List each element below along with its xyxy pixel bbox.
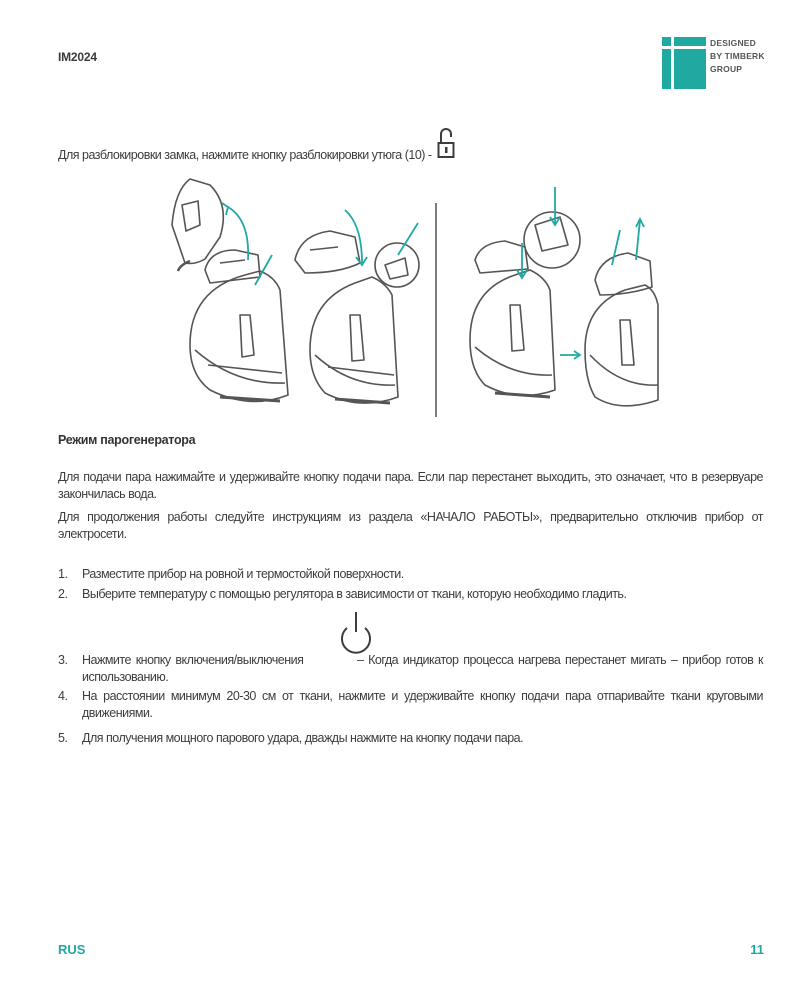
- step-number: 5.: [58, 731, 68, 745]
- logo-line: DESIGNED: [710, 38, 756, 48]
- logo-line: BY TIMBERK: [710, 51, 765, 61]
- steam-station-base-4: [585, 253, 658, 406]
- step-number: 4.: [58, 689, 68, 703]
- logo-line: GROUP: [710, 64, 743, 74]
- zoom-circle-2: [375, 243, 419, 287]
- steam-station-base-1: [190, 271, 288, 401]
- iron-on-base-1: [205, 250, 260, 283]
- step-number: 2.: [58, 587, 68, 601]
- step-text: Для получения мощного парового удара, дважды нажмите на кнопку подачи пара.: [82, 731, 524, 745]
- logo-mark-icon: [662, 37, 706, 89]
- power-icon: [338, 606, 374, 658]
- step-number: 3.: [58, 653, 68, 667]
- steam-station-base-3: [470, 241, 555, 397]
- motion-arrows: [222, 187, 644, 359]
- paragraph-1: Для подачи пара нажимайте и удерживайте кнопку подачи пара. Если пар перестанет выходить, это означает, что в резервуаре закончилась вода.: [58, 470, 763, 501]
- step-number: 1.: [58, 567, 68, 581]
- step-text: [82, 652, 763, 686]
- brand-logo: [662, 37, 772, 89]
- unlock-instruction: [58, 126, 455, 164]
- unlock-text: Для разблокировки замка, нажмите кнопку разблокировки утюга (10) -: [58, 148, 432, 162]
- steam-station-base-2: [310, 277, 398, 403]
- paragraph-2: Для продолжения работы следуйте инструкциям из раздела «НАЧАЛО РАБОТЫ», предварительно отключив прибор от электросети.: [58, 510, 763, 541]
- step-text: Выберите температуру с помощью регулятора в зависимости от ткани, которую необходимо гладить.: [82, 587, 627, 601]
- unlock-illustration: [150, 165, 660, 425]
- section-title: Режим парогенератора: [58, 433, 196, 447]
- step-text: На расстоянии минимум 20-30 см от ткани, нажмите и удерживайте кнопку подачи пара отпаривайте ткани круговыми движениями.: [82, 689, 763, 720]
- step-text: Разместите прибор на ровной и термостойкой поверхности.: [82, 567, 404, 581]
- unlock-icon: [437, 126, 455, 164]
- iron-lowering-2: [295, 231, 360, 273]
- step-text-before: Нажмите кнопку включения/выключения: [82, 653, 304, 667]
- page-number: 11: [750, 942, 764, 957]
- footer-language: RUS: [58, 942, 86, 957]
- model-number: IM2024: [58, 50, 97, 64]
- iron-lifted-1: [172, 179, 223, 271]
- step-text-after: – Когда индикатор процесса нагрева перестанет мигать – прибор готов к использованию.: [82, 653, 763, 684]
